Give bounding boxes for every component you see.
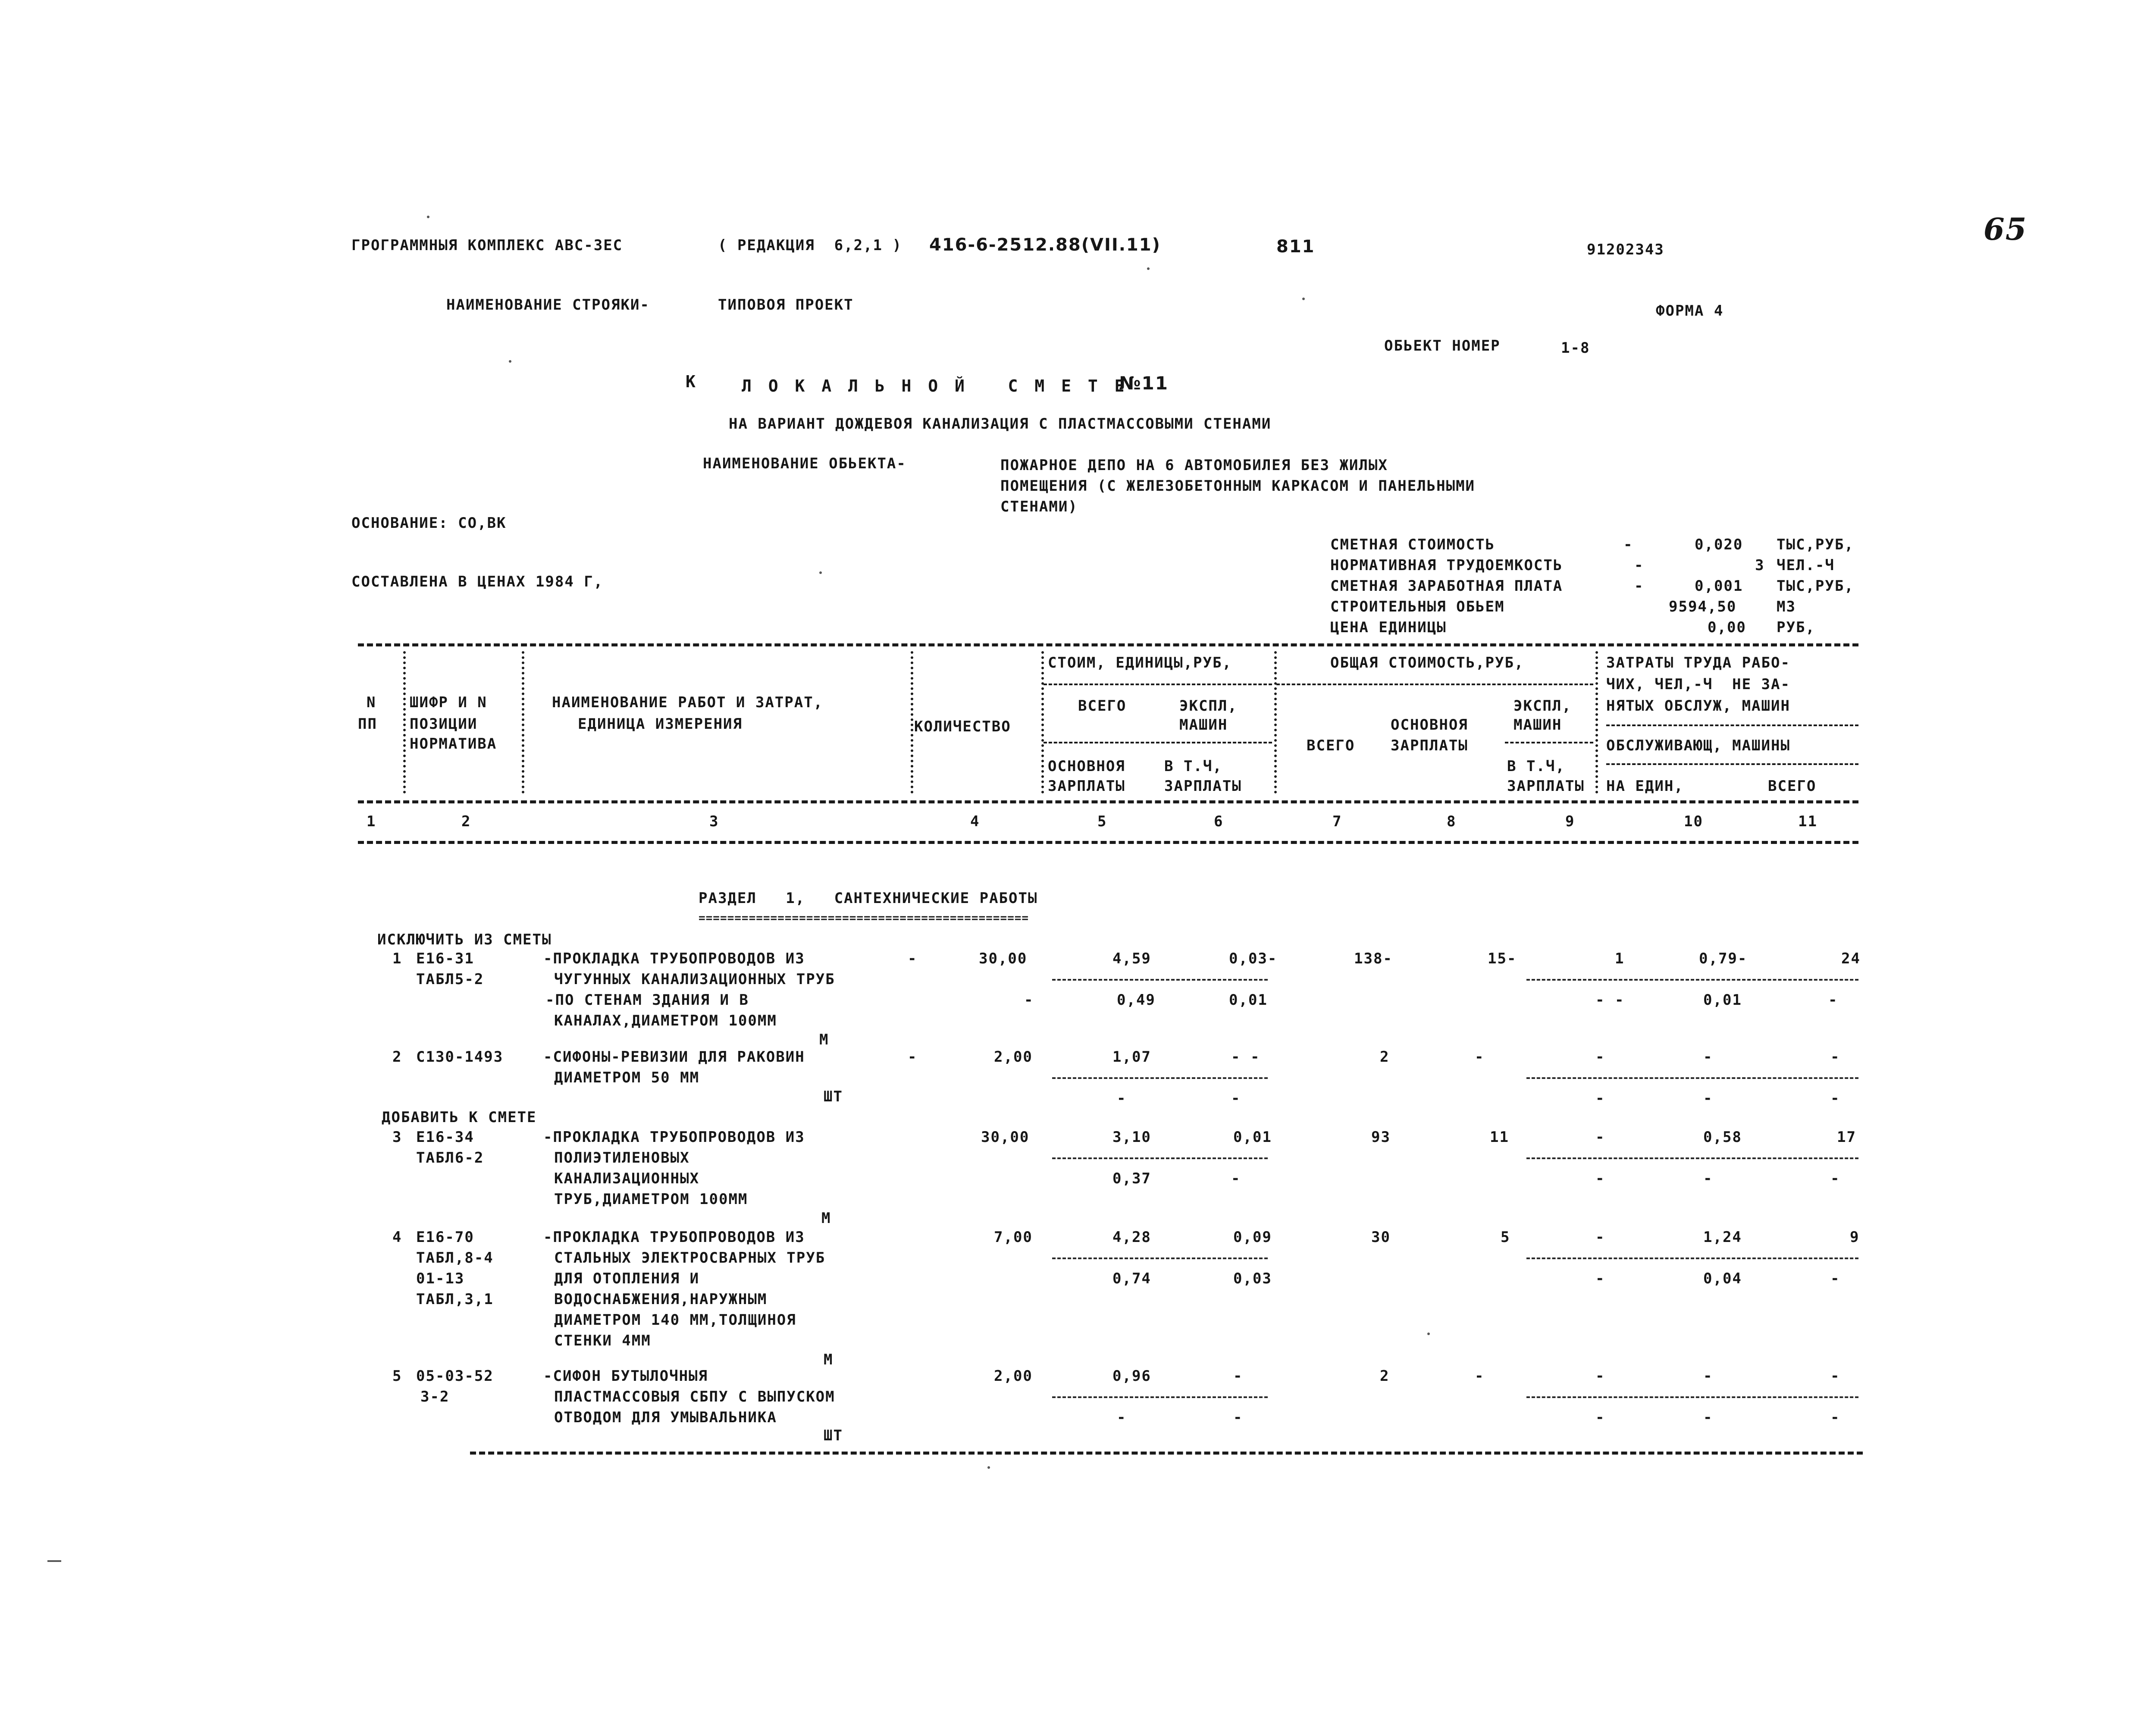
col-number: 5 <box>1097 813 1107 830</box>
row-code: 05-03-52 <box>416 1367 494 1385</box>
row-c10b: 0,04 <box>1703 1270 1742 1287</box>
hdr-n: N <box>367 694 376 711</box>
section-title: РАЗДЕЛ 1, САНТЕХНИЧЕСКИЕ РАБОТЫ <box>699 890 1038 907</box>
scan-speck <box>47 1560 61 1562</box>
document-id: 91202343 <box>1587 241 1664 258</box>
section-underline: ============================================== <box>699 912 1029 925</box>
row-c11b: - <box>1830 1409 1840 1426</box>
row-c6b: 0,03 <box>1233 1270 1272 1287</box>
row-c5: 4,59 <box>1112 950 1151 967</box>
object-name-line-2: ПОМЕЩЕНИЯ (С ЖЕЛЕЗОБЕТОННЫМ КАРКАСОМ И ПАНЕЛЬНЫМИ <box>1000 477 1476 495</box>
row-c9: - <box>1595 1048 1605 1066</box>
row-code: ТАБЛ,8-4 <box>416 1249 494 1267</box>
hdr-all: ВСЕГО <box>1078 697 1127 715</box>
row-c11: - <box>1830 1367 1840 1385</box>
row-code: Е16-34 <box>416 1129 474 1146</box>
row-code: ТАБЛ5-2 <box>416 971 484 988</box>
hdr-name: ЕДИНИЦА ИЗМЕРЕНИЯ <box>578 715 743 733</box>
col-number: 6 <box>1214 813 1224 830</box>
row-sign: - <box>908 950 918 967</box>
row-name: -ПО СТЕНАМ ЗДАНИЯ И В <box>545 991 749 1009</box>
row-sub-rule <box>1052 1396 1268 1398</box>
hdr-n: ПП <box>358 715 377 733</box>
row-c9b: - <box>1595 1270 1605 1287</box>
col-divider <box>1274 651 1277 793</box>
row-number: 1 <box>392 950 402 967</box>
hdr-rule <box>1606 763 1858 765</box>
object-number-label: ОБЬЕКТ НОМЕР <box>1384 337 1501 354</box>
row-number: 2 <box>392 1048 402 1066</box>
col-number: 9 <box>1565 813 1575 830</box>
row-c9: - <box>1595 1229 1605 1246</box>
summary-unit: М3 <box>1777 598 1796 615</box>
hdr-code: ШИФР И N <box>410 694 487 711</box>
price-level: СОСТАВЛЕНА В ЦЕНАХ 1984 Г, <box>351 573 604 590</box>
row-c8: - <box>1475 1367 1485 1385</box>
row-c5b: 0,49 <box>1117 991 1156 1009</box>
construction-value: ТИПОВОЯ ПРОЕКТ <box>718 296 854 314</box>
program-name: ГРОГРАММНЫЯ КОМПЛЕКС АВС-3ЕС <box>351 237 623 254</box>
row-c6b: 0,01 <box>1229 991 1268 1009</box>
row-c10: - <box>1703 1367 1713 1385</box>
row-c10: - <box>1703 1048 1713 1066</box>
summary-label: СМЕТНАЯ ЗАРАБОТНАЯ ПЛАТА <box>1330 577 1563 595</box>
scan-speck <box>427 216 429 218</box>
row-name: СТАЛЬНЫХ ЭЛЕКТРОСВАРНЫХ ТРУБ <box>554 1249 826 1267</box>
row-name: -СИФОНЫ-РЕВИЗИИ ДЛЯ РАКОВИН <box>543 1048 805 1066</box>
row-c6b: - <box>1231 1170 1241 1187</box>
row-sign: - <box>908 1048 918 1066</box>
col-number: 4 <box>970 813 980 830</box>
row-c10b: 0,01 <box>1703 991 1742 1009</box>
col-number: 8 <box>1447 813 1457 830</box>
construction-label: НАИМЕНОВАНИЕ СТРОЯКИ- <box>446 296 650 314</box>
scan-speck <box>987 1466 990 1469</box>
hdr-incl: В Т.Ч, <box>1164 758 1222 775</box>
hdr-incl: ЗАРПЛАТЫ <box>1164 778 1242 795</box>
row-c11b: - <box>1830 1170 1840 1187</box>
row-c9: 1 <box>1615 950 1625 967</box>
summary-label: ЦЕНА ЕДИНИЦЫ <box>1330 619 1447 636</box>
row-name: ТРУБ,ДИАМЕТРОМ 100ММ <box>554 1191 748 1208</box>
col-divider <box>403 651 406 793</box>
row-sign: - <box>1024 991 1034 1009</box>
row-name: -ПРОКЛАДКА ТРУБОПРОВОДОВ ИЗ <box>543 1229 805 1246</box>
title-k: К <box>686 372 696 391</box>
col-number: 10 <box>1684 813 1703 830</box>
row-c10b: - <box>1703 1170 1713 1187</box>
row-c11b: - <box>1828 991 1838 1009</box>
row-c8: 5 <box>1501 1229 1510 1246</box>
row-c9b: - <box>1595 1170 1605 1187</box>
col-divider <box>1595 651 1598 793</box>
row-number: 5 <box>392 1367 402 1385</box>
col-divider <box>911 651 913 793</box>
summary-label: СМЕТНАЯ СТОИМОСТЬ <box>1330 536 1495 553</box>
hdr-all: ВСЕГО <box>1307 737 1355 754</box>
row-c11: - <box>1830 1048 1840 1066</box>
row-c5: 4,28 <box>1112 1229 1151 1246</box>
row-unit: ШТ <box>824 1427 843 1444</box>
row-name: КАНАЛИЗАЦИОННЫХ <box>554 1170 700 1187</box>
row-c6: - <box>1233 1367 1243 1385</box>
handwritten-code: 416-6-2512.88(VII.11) <box>929 235 1161 255</box>
row-c5b: - <box>1117 1409 1127 1426</box>
row-c7: 30 <box>1371 1229 1391 1246</box>
row-c8: - <box>1475 1048 1485 1066</box>
row-qty: 2,00 <box>994 1367 1033 1385</box>
sheet-number: 811 <box>1276 237 1315 257</box>
hdr-unit-cost: СТОИМ, ЕДИНИЦЫ,РУБ, <box>1048 654 1232 671</box>
col-number: 1 <box>367 813 376 830</box>
row-code: Е16-31 <box>416 950 474 967</box>
edition: ( РЕДАКЦИЯ 6,2,1 ) <box>718 237 902 254</box>
row-c10: 0,58 <box>1703 1129 1742 1146</box>
summary-sep: - <box>1634 577 1644 595</box>
row-unit: М <box>819 1031 829 1048</box>
hdr-name: НАИМЕНОВАНИЕ РАБОТ И ЗАТРАТ, <box>552 694 824 711</box>
hdr-servicing: ОБСЛУЖИВАЮЩ, МАШИНЫ <box>1606 737 1790 754</box>
summary-value: 0,020 <box>1695 536 1743 553</box>
col-number: 2 <box>461 813 471 830</box>
row-c9: - <box>1595 1367 1605 1385</box>
row-name: ВОДОСНАБЖЕНИЯ,НАРУЖНЫМ <box>554 1291 768 1308</box>
hdr-basic: ОСНОВНОЯ <box>1048 758 1125 775</box>
hdr-rule <box>1276 684 1593 685</box>
hdr-rule <box>1505 742 1593 743</box>
row-c6b: - <box>1231 1090 1241 1107</box>
header-bottom-rule <box>358 800 1858 803</box>
hdr-rule <box>1606 724 1858 726</box>
form-label: ФОРМА 4 <box>1656 302 1724 320</box>
col-number: 7 <box>1332 813 1342 830</box>
col-divider <box>522 651 524 793</box>
hdr-labor: ЗАТРАТЫ ТРУДА РАБО- <box>1606 654 1790 671</box>
summary-unit: ЧЕЛ.-Ч <box>1777 557 1835 574</box>
hdr-exploit: ЭКСПЛ, <box>1179 697 1238 715</box>
row-c8: 15- <box>1488 950 1517 967</box>
hdr-per-unit: НА ЕДИН, <box>1606 778 1684 795</box>
row-sub-rule <box>1052 1157 1268 1159</box>
summary-unit: РУБ, <box>1777 619 1815 636</box>
row-c11b: - <box>1830 1090 1840 1107</box>
row-c11: 24 <box>1841 950 1861 967</box>
object-number-value: 1-8 <box>1561 339 1590 357</box>
group-add: ДОБАВИТЬ К СМЕТЕ <box>382 1109 537 1126</box>
row-number: 4 <box>392 1229 402 1246</box>
row-name: КАНАЛАХ,ДИАМЕТРОМ 100ММ <box>554 1012 777 1029</box>
column-number-rule <box>358 841 1858 844</box>
object-name-label: НАИМЕНОВАНИЕ ОБЬЕКТА- <box>703 455 906 472</box>
hdr-incl: ЗАРПЛАТЫ <box>1507 778 1585 795</box>
row-c7: 2 <box>1380 1367 1390 1385</box>
hdr-exploit: МАШИН <box>1179 716 1228 734</box>
row-unit: М <box>821 1210 831 1227</box>
row-c11b: - <box>1830 1270 1840 1287</box>
row-name: ПЛАСТМАССОВЫЯ СБПУ С ВЫПУСКОМ <box>554 1388 835 1405</box>
row-number: 3 <box>392 1129 402 1146</box>
row-sub-rule <box>1052 979 1268 981</box>
row-c11: 9 <box>1850 1229 1860 1246</box>
document-title: Л О К А Л Ь Н О Й С М Е Т Е <box>742 376 1128 395</box>
summary-value: 3 <box>1755 557 1765 574</box>
row-c8: 11 <box>1490 1129 1509 1146</box>
row-unit: М <box>824 1351 834 1368</box>
summary-sep: - <box>1634 557 1644 574</box>
row-code: 01-13 <box>416 1270 465 1287</box>
summary-sep: - <box>1623 536 1633 553</box>
row-c7: 2 <box>1380 1048 1390 1066</box>
summary-label: СТРОИТЕЛЬНЫЯ ОБЬЕМ <box>1330 598 1505 615</box>
object-name-line-1: ПОЖАРНОЕ ДЕПО НА 6 АВТОМОБИЛЕЯ БЕЗ ЖИЛЫХ <box>1000 457 1388 474</box>
row-c10b: - <box>1703 1090 1713 1107</box>
row-c5: 0,96 <box>1112 1367 1151 1385</box>
col-number: 3 <box>709 813 719 830</box>
row-c9: - <box>1595 1129 1605 1146</box>
row-name: ДЛЯ ОТОПЛЕНИЯ И <box>554 1270 700 1287</box>
row-qty: 30,00 <box>979 950 1028 967</box>
row-qty: 30,00 <box>981 1129 1030 1146</box>
hdr-qty: КОЛИЧЕСТВО <box>914 718 1011 735</box>
row-sub-rule <box>1052 1257 1268 1259</box>
hdr-basic: ЗАРПЛАТЫ <box>1391 737 1468 754</box>
hdr-total-cost: ОБЩАЯ СТОИМОСТЬ,РУБ, <box>1330 654 1524 671</box>
row-qty: 2,00 <box>994 1048 1033 1066</box>
row-code: ТАБЛ,3,1 <box>416 1291 494 1308</box>
row-name: ДИАМЕТРОМ 140 ММ,ТОЛЩИНОЯ <box>554 1311 796 1329</box>
summary-value: 0,00 <box>1708 619 1746 636</box>
row-code: С130-1493 <box>416 1048 504 1066</box>
row-name: -СИФОН БУТЫЛОЧНЫЯ <box>543 1367 708 1385</box>
scan-speck <box>1147 267 1150 270</box>
col-divider <box>1041 651 1044 793</box>
summary-unit: ТЫС,РУБ, <box>1777 577 1854 595</box>
row-sub-rule <box>1052 1077 1268 1079</box>
hdr-basic: ОСНОВНОЯ <box>1391 716 1468 734</box>
row-sub-rule <box>1526 1396 1858 1398</box>
summary-value: 9594,50 <box>1669 598 1737 615</box>
row-c7: 93 <box>1371 1129 1391 1146</box>
row-name: СТЕНКИ 4ММ <box>554 1332 651 1349</box>
page-mark: 65 <box>1984 211 2028 247</box>
scan-speck <box>1427 1333 1430 1335</box>
row-c11: 17 <box>1837 1129 1856 1146</box>
row-sub-rule <box>1526 1257 1858 1259</box>
row-c6: - - <box>1231 1048 1260 1066</box>
row-c10: 1,24 <box>1703 1229 1742 1246</box>
row-sub-rule <box>1526 1157 1858 1159</box>
hdr-total: ВСЕГО <box>1768 778 1817 795</box>
hdr-exploit: МАШИН <box>1514 716 1562 734</box>
hdr-basic: ЗАРПЛАТЫ <box>1048 778 1125 795</box>
summary-label: НОРМАТИВНАЯ ТРУДОЕМКОСТЬ <box>1330 557 1563 574</box>
row-code: 3-2 <box>420 1388 450 1405</box>
scan-speck <box>819 571 822 574</box>
summary-value: 0,001 <box>1695 577 1743 595</box>
row-qty: 7,00 <box>994 1229 1033 1246</box>
estimate-number: №11 <box>1119 373 1169 394</box>
hdr-rule <box>1044 684 1272 685</box>
row-name: ДИАМЕТРОМ 50 ММ <box>554 1069 700 1086</box>
col-number: 11 <box>1798 813 1818 830</box>
row-c10b: - <box>1703 1409 1713 1426</box>
row-name: ЧУГУННЫХ КАНАЛИЗАЦИОННЫХ ТРУБ <box>554 971 835 988</box>
row-code: ТАБЛ6-2 <box>416 1149 484 1167</box>
hdr-code: НОРМАТИВА <box>410 735 497 753</box>
row-name: -ПРОКЛАДКА ТРУБОПРОВОДОВ ИЗ <box>543 950 805 967</box>
hdr-rule <box>1044 742 1272 743</box>
row-c5: 1,07 <box>1112 1048 1151 1066</box>
summary-unit: ТЫС,РУБ, <box>1777 536 1854 553</box>
row-sub-rule <box>1526 979 1858 981</box>
row-c5b: - <box>1117 1090 1127 1107</box>
row-c5: 3,10 <box>1112 1129 1151 1146</box>
row-c9b: - <box>1595 1409 1605 1426</box>
row-name: ПОЛИЭТИЛЕНОВЫХ <box>554 1149 690 1167</box>
row-code: Е16-70 <box>416 1229 474 1246</box>
hdr-labor: ЧИХ, ЧЕЛ,-Ч НЕ ЗА- <box>1606 676 1790 693</box>
row-c5b: 0,74 <box>1112 1270 1151 1287</box>
hdr-exploit: ЭКСПЛ, <box>1514 697 1572 715</box>
row-name: ОТВОДОМ ДЛЯ УМЫВАЛЬНИКА <box>554 1409 777 1426</box>
row-c7: 138- <box>1354 950 1393 967</box>
row-sub-rule <box>1526 1077 1858 1079</box>
row-c6: 0,03- <box>1229 950 1278 967</box>
row-c9b: - - <box>1595 991 1625 1009</box>
row-c6: 0,01 <box>1233 1129 1272 1146</box>
object-name-line-3: СТЕНАМИ) <box>1000 498 1078 515</box>
row-c5b: 0,37 <box>1112 1170 1151 1187</box>
row-unit: ШТ <box>824 1088 843 1105</box>
hdr-labor: НЯТЫХ ОБСЛУЖ, МАШИН <box>1606 697 1790 715</box>
row-c6b: - <box>1233 1409 1243 1426</box>
basis-line: ОСНОВАНИЕ: СО,ВК <box>351 514 507 532</box>
group-exclude: ИСКЛЮЧИТЬ ИЗ СМЕТЫ <box>377 931 552 948</box>
scan-speck <box>1302 298 1305 300</box>
row-c6: 0,09 <box>1233 1229 1272 1246</box>
table-top-rule <box>358 643 1858 646</box>
table-bottom-rule <box>470 1452 1863 1455</box>
row-name: -ПРОКЛАДКА ТРУБОПРОВОДОВ ИЗ <box>543 1129 805 1146</box>
variant-line: НА ВАРИАНТ ДОЖДЕВОЯ КАНАЛИЗАЦИЯ С ПЛАСТМАССОВЫМИ СТЕНАМИ <box>729 415 1272 433</box>
row-c10: 0,79- <box>1699 950 1748 967</box>
row-c9b: - <box>1595 1090 1605 1107</box>
scan-speck <box>509 360 511 363</box>
hdr-code: ПОЗИЦИИ <box>410 715 478 733</box>
hdr-incl: В Т.Ч, <box>1507 758 1565 775</box>
